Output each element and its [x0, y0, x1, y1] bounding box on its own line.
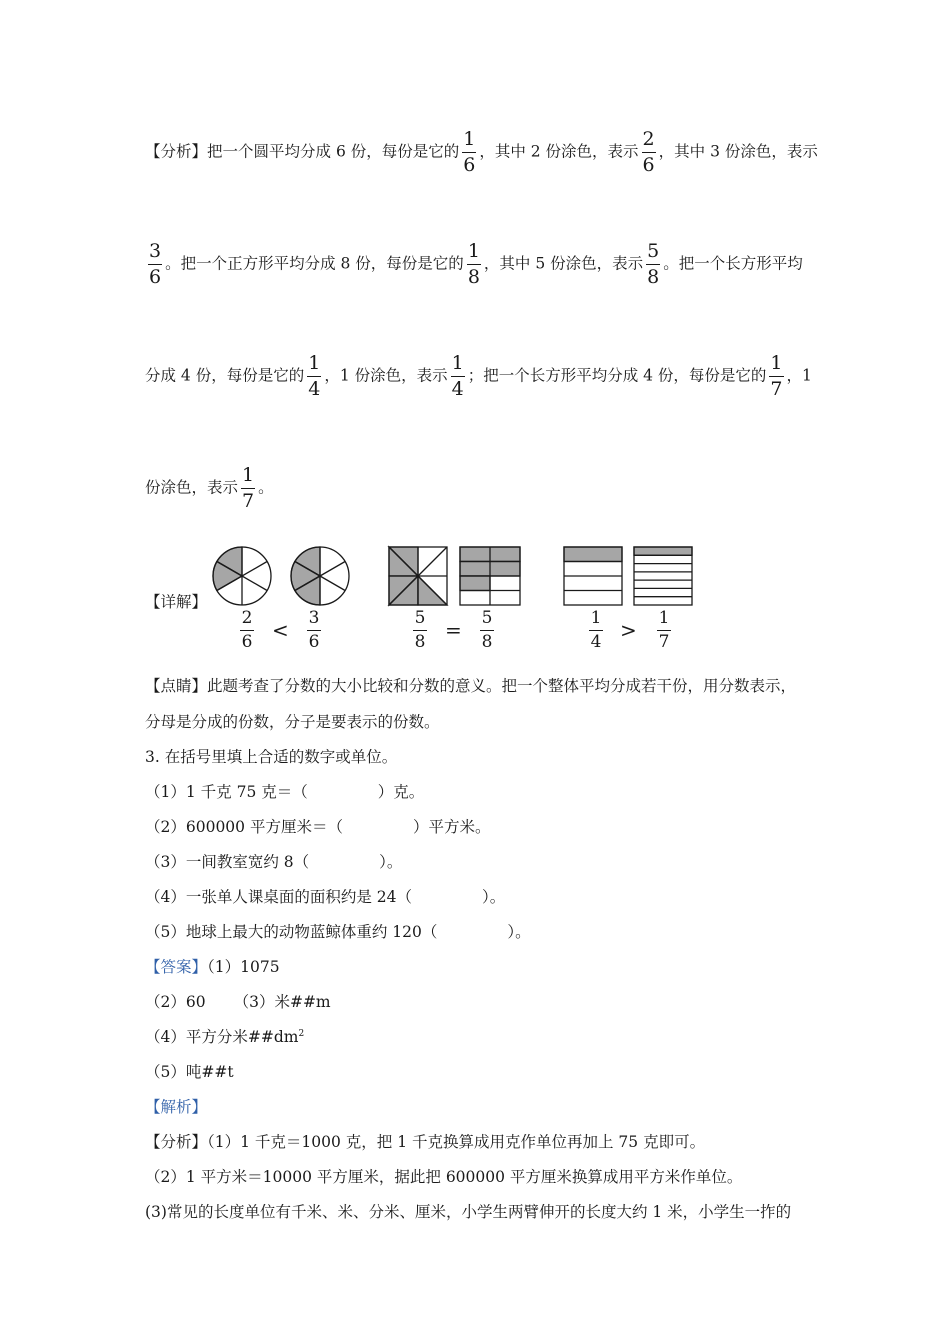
fraction: $\frac{1}{7}$: [770, 352, 783, 401]
compare-3-left: 1 4: [590, 608, 602, 653]
comment-line-2: 分母是分成的份数，分子是要表示的份数。: [145, 713, 440, 731]
analysis-line-3: 分成 4 份，每份是它的 $\frac{1}{4}$ ，1 份涂色，表示 $\frac{1}{4}$ ；把一个长方形平均分成 4 份，每份是它的 $\frac{1}{7}$ ，1: [145, 352, 812, 401]
question-item-1: （1）1 千克 75 克＝（ ）克。: [145, 783, 425, 801]
question-item-4: （4）一张单人课桌面的面积约是 24（ ）。: [145, 888, 506, 906]
compare-1-right: 3 6: [308, 608, 320, 653]
question-item-3: （3）一间教室宽约 8（ ）。: [145, 853, 403, 871]
fraction: $\frac{2}{6}$: [642, 128, 655, 177]
circle-3-of-6: [291, 547, 349, 605]
fraction: $\frac{1}{4}$: [308, 352, 321, 401]
question-item-5: （5）地球上最大的动物蓝鲸体重约 120（ ）。: [145, 923, 531, 941]
answer-line-1: 【答案】（1）1075: [145, 958, 280, 976]
fraction: $\frac{1}{7}$: [242, 464, 255, 513]
solution-line-3: (3)常见的长度单位有千米、米、分米、厘米，小学生两臂伸开的长度大约 1 米，小学生一拃的: [145, 1203, 792, 1221]
fraction: $\frac{1}{8}$: [467, 240, 480, 289]
square-5-of-8-grid: [460, 547, 520, 605]
solution-label: 【解析】: [145, 1098, 208, 1116]
answer-line-2: （2）60 （3）米##m: [145, 993, 331, 1011]
answer-line-4: （5）吨##t: [145, 1063, 234, 1081]
compare-3-symbol: >: [620, 618, 637, 642]
rectangle-1-of-7: [634, 547, 692, 605]
detail-label: 【详解】: [145, 593, 208, 611]
answer-label: 【答案】: [145, 958, 208, 976]
square-5-of-8-radial: [389, 547, 447, 605]
analysis-line-1: 【分析】把一个圆平均分成 6 份，每份是它的 $\frac{1}{6}$ ，其中 2 份涂色，表示 $\frac{2}{6}$ ，其中 3 份涂色，表示: [145, 128, 818, 177]
circle-2-of-6: [213, 547, 271, 605]
compare-1-left: 2 6: [241, 608, 253, 653]
rectangle-1-of-4: [564, 547, 622, 605]
solution-line-1: 【分析】（1）1 千克＝1000 克，把 1 千克换算成用克作单位再加上 75 克即可。: [145, 1133, 706, 1151]
analysis-line-4: 份涂色，表示 $\frac{1}{7}$ 。: [145, 464, 274, 513]
fraction: $\frac{1}{6}$: [463, 128, 476, 177]
solution-line-2: （2）1 平方米＝10000 平方厘米，据此把 600000 平方厘米换算成用平方米作单位。: [145, 1168, 743, 1186]
answer-line-3: （4）平方分米$\#\#dm^2$: [145, 1028, 305, 1046]
question-3-title: 3. 在括号里填上合适的数字或单位。: [145, 748, 398, 766]
compare-2-symbol: =: [445, 618, 462, 642]
question-item-2: （2）600000 平方厘米＝（ ）平方米。: [145, 818, 491, 836]
compare-2-right: 5 8: [481, 608, 493, 653]
fraction: $\frac{1}{4}$: [451, 352, 464, 401]
fraction: $\frac{5}{8}$: [647, 240, 660, 289]
analysis-label: 【分析】: [145, 142, 208, 161]
compare-1-symbol: <: [272, 618, 289, 642]
compare-2-left: 5 8: [414, 608, 426, 653]
analysis-line-2: $\frac{3}{6}$ 。把一个正方形平均分成 8 份，每份是它的 $\frac{1}{8}$ ，其中 5 份涂色，表示 $\frac{5}{8}$ 。把一个长方形平均: [149, 240, 803, 289]
compare-3-right: 1 7: [658, 608, 670, 653]
fraction: $\frac{3}{6}$: [149, 240, 162, 289]
comment-line-1: 【点睛】此题考查了分数的大小比较和分数的意义。把一个整体平均分成若干份，用分数表示，: [145, 677, 797, 695]
